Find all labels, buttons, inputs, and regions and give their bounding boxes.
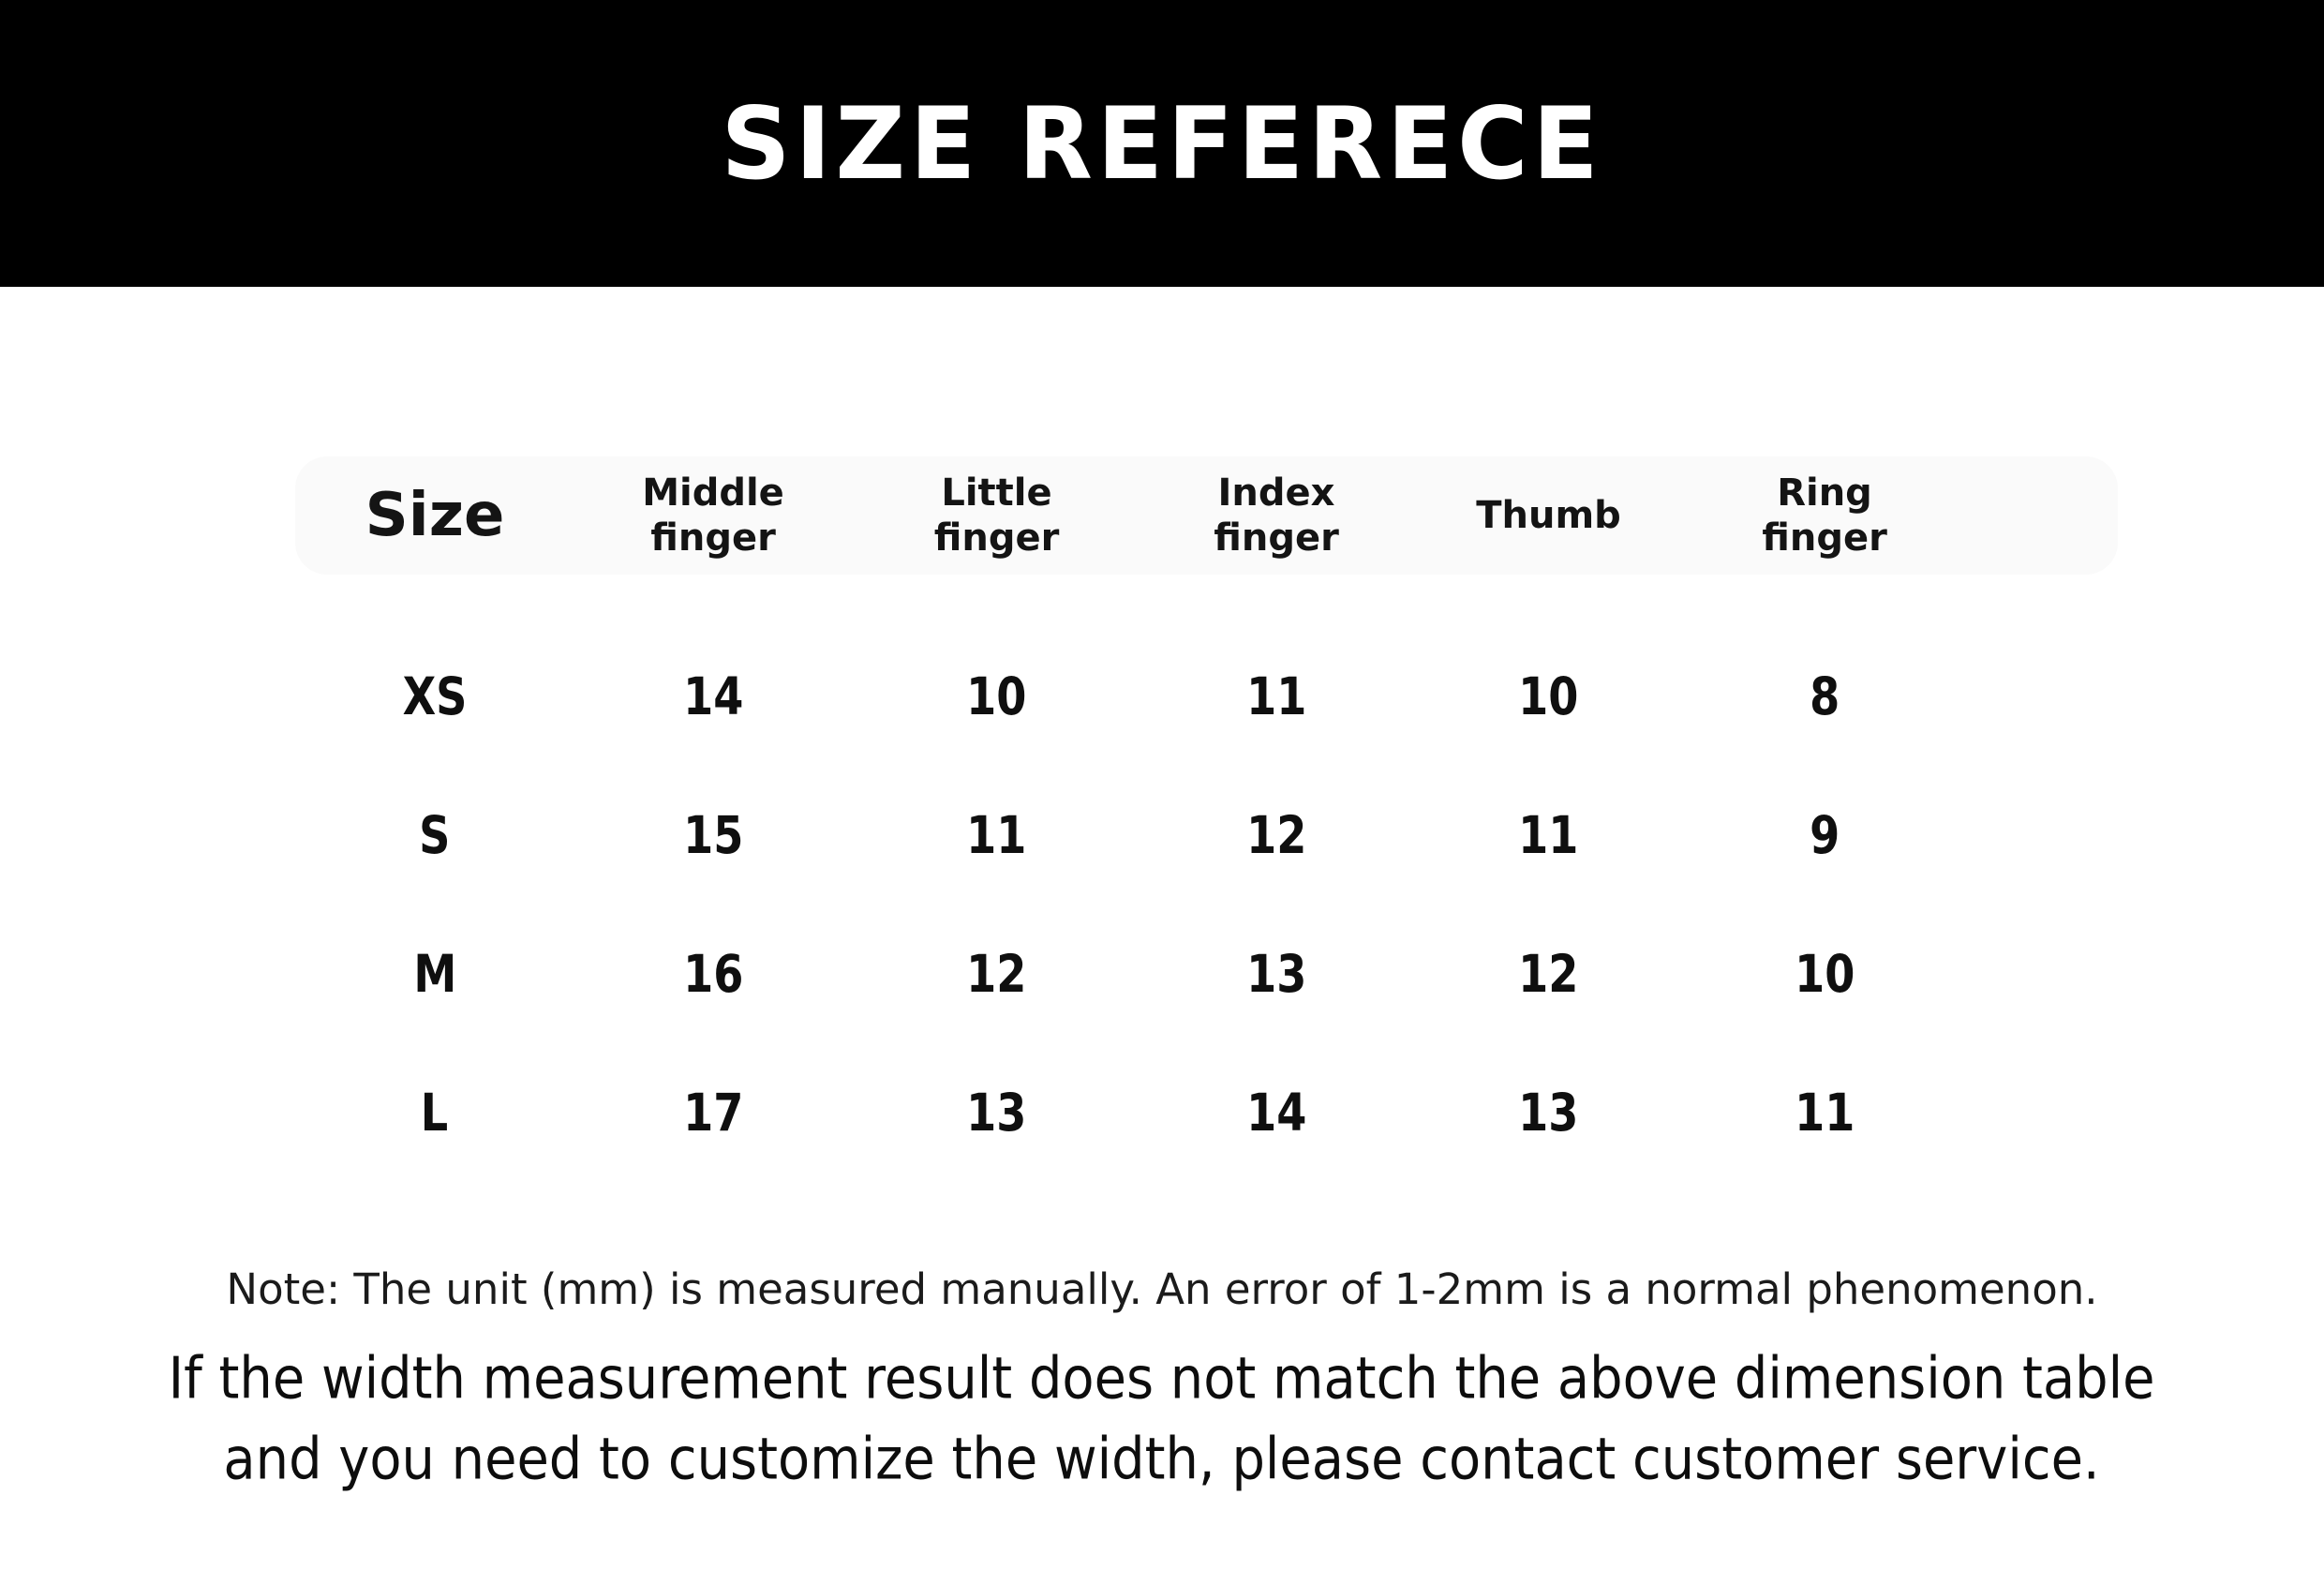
size-label: L (421, 1083, 449, 1143)
row-label-l (295, 1043, 574, 1182)
column-header-thumb (1411, 456, 1686, 575)
size-table (295, 456, 2118, 1182)
note-text: Note: The unit (mm) is measured manually. An error of 1-2mm is a normal phenomenon. (226, 1264, 2098, 1314)
cell-value: 13 (966, 1083, 1027, 1143)
column-header-little-finger (852, 456, 1141, 575)
cell-value: 14 (682, 666, 744, 726)
cell-l-little (852, 1043, 1141, 1182)
row-label-m (295, 905, 574, 1043)
cell-l-thumb (1411, 1043, 1686, 1182)
cell-l-middle (574, 1043, 852, 1182)
column-header-label: Index finger (1214, 471, 1339, 560)
cell-m-index (1141, 905, 1411, 1043)
cell-xs-ring (1686, 627, 1963, 766)
column-header-ring-finger (1686, 456, 1963, 575)
cell-s-little (852, 766, 1141, 905)
size-label: M (413, 944, 456, 1004)
cell-xs-thumb (1411, 627, 1686, 766)
cell-m-thumb (1411, 905, 1686, 1043)
row-label-xs (295, 627, 574, 766)
size-label: S (419, 805, 451, 865)
footer-text (0, 1338, 2324, 1500)
size-label: XS (402, 666, 468, 726)
cell-m-little (852, 905, 1141, 1043)
table-header-row (295, 456, 2118, 575)
cell-value: 11 (1245, 666, 1307, 726)
cell-m-ring (1686, 905, 1963, 1043)
cell-m-middle (574, 905, 852, 1043)
column-header-label: Thumb (1476, 494, 1621, 537)
cell-xs-index (1141, 627, 1411, 766)
cell-xs-middle (574, 627, 852, 766)
cell-l-ring (1686, 1043, 1963, 1182)
cell-xs-little (852, 627, 1141, 766)
cell-s-thumb (1411, 766, 1686, 905)
footer-line-2: and you need to customize the width, please contact customer service. (223, 1426, 2101, 1493)
cell-value: 11 (1518, 805, 1579, 865)
cell-value: 10 (1518, 666, 1579, 726)
cell-l-index (1141, 1043, 1411, 1182)
column-header-middle-finger (574, 456, 852, 575)
cell-value: 13 (1245, 944, 1307, 1004)
cell-value: 8 (1809, 666, 1840, 726)
column-header-label: Middle finger (642, 471, 784, 560)
cell-value: 13 (1518, 1083, 1579, 1143)
cell-value: 16 (682, 944, 744, 1004)
cell-s-ring (1686, 766, 1963, 905)
cell-value: 10 (966, 666, 1027, 726)
cell-value: 12 (966, 944, 1027, 1004)
cell-value: 12 (1518, 944, 1579, 1004)
cell-s-index (1141, 766, 1411, 905)
cell-value: 11 (966, 805, 1027, 865)
cell-value: 9 (1809, 805, 1840, 865)
column-header-label: Little finger (933, 471, 1060, 560)
table-body (295, 627, 2118, 1182)
cell-value: 17 (682, 1083, 744, 1143)
cell-value: 12 (1245, 805, 1307, 865)
column-header-size (295, 456, 574, 575)
row-label-s (295, 766, 574, 905)
cell-value: 14 (1245, 1083, 1307, 1143)
header-bar (0, 0, 2324, 287)
cell-s-middle (574, 766, 852, 905)
column-header-label: Size (365, 480, 505, 550)
cell-value: 11 (1794, 1083, 1855, 1143)
footer-line-1: If the width measurement result does not match the above dimension table (169, 1345, 2155, 1413)
page-title: SIZE REFERECE (721, 85, 1603, 202)
cell-value: 10 (1794, 944, 1855, 1004)
column-header-label: Ring finger (1762, 471, 1887, 560)
cell-value: 15 (682, 805, 744, 865)
column-header-index-finger (1141, 456, 1411, 575)
